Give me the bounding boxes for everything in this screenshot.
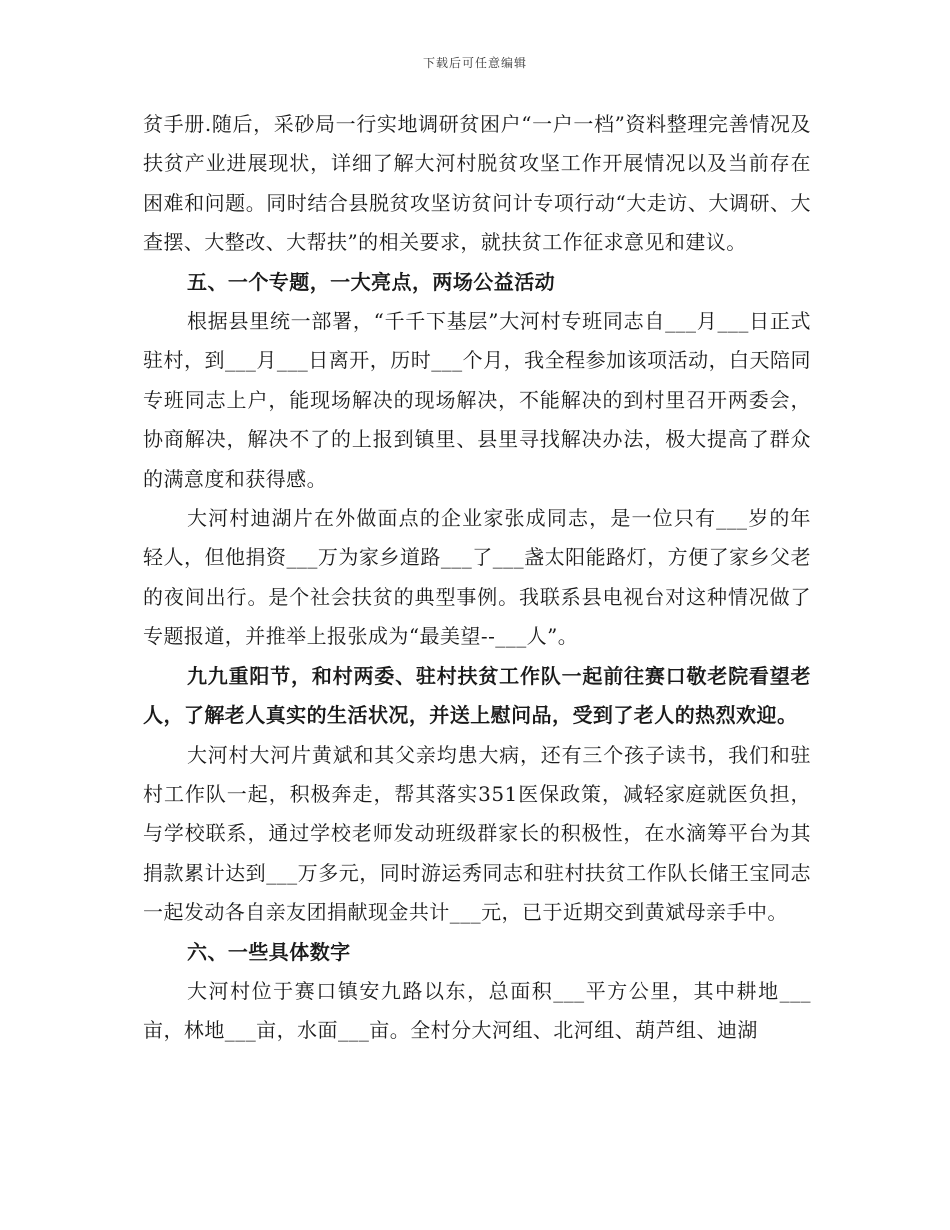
paragraph-continuation: 贫手册.随后，采砂局一行实地调研贫困户“一户一档”资料整理完善情况及扶贫产业进展现状，详细了解大河村脱贫攻坚工作开展情况以及当前存在困难和问题。同时结合县脱贫攻坚访贫问计专项行动“大走访、大调研、大查摆、大整改、大帮扶”的相关要求，就扶贫工作征求意见和建议。 [143, 112, 811, 255]
paragraph-street-lights: 大河村迪湖片在外做面点的企业家张成同志，是一位只有___岁的年轻人，但他捐资___万为家乡道路___了___盏太阳能路灯，方便了家乡父老的夜间出行。是个社会扶贫的典型事例。我联系县电视台对这种情况做了专题报道，并推举上报张成为“最美望--___人”。 [143, 506, 811, 649]
document-body [143, 105, 811, 1051]
section-heading-five: 五、一个专题，一大亮点，两场公益活动 [187, 269, 556, 294]
paragraph-residency-program: 根据县里统一部署，“千千下基层”大河村专班同志自___月___日正式驻村，到___月___日离开，历时___个月，我全程参加该项活动，白天陪同专班同志上户，能现场解决的现场解决，不能解决的到村里召开两委会，协商解决，解决不了的上报到镇里、县里寻找解决办法，极大提高了群众的满意度和获得感。 [143, 309, 811, 491]
paragraph-village-statistics: 大河村位于赛口镇安九路以东，总面积___平方公里，其中耕地___亩，林地___亩，水面___亩。全村分大河组、北河组、葫芦组、迪湖 [143, 978, 811, 1043]
paragraph-medical-aid: 大河村大河片黄斌和其父亲均患大病，还有三个孩子读书，我们和驻村工作队一起，积极奔走，帮其落实351医保政策，减轻家庭就医负担，与学校联系，通过学校老师发动班级群家长的积极性，在水滴筹平台为其捐款累计达到___万多元，同时游运秀同志和驻村扶贫工作队长储王宝同志一起发动各自亲友团捐献现金共计___元，已于近期交到黄斌母亲手中。 [143, 742, 811, 925]
section-heading-six: 六、一些具体数字 [187, 939, 351, 964]
paragraph-double-ninth-festival: 九九重阳节，和村两委、驻村扶贫工作队一起前往赛口敬老院看望老人，了解老人真实的生活状况，并送上慰问品，受到了老人的热烈欢迎。 [143, 663, 811, 728]
page-header: 下载后可任意编辑 [422, 56, 527, 70]
